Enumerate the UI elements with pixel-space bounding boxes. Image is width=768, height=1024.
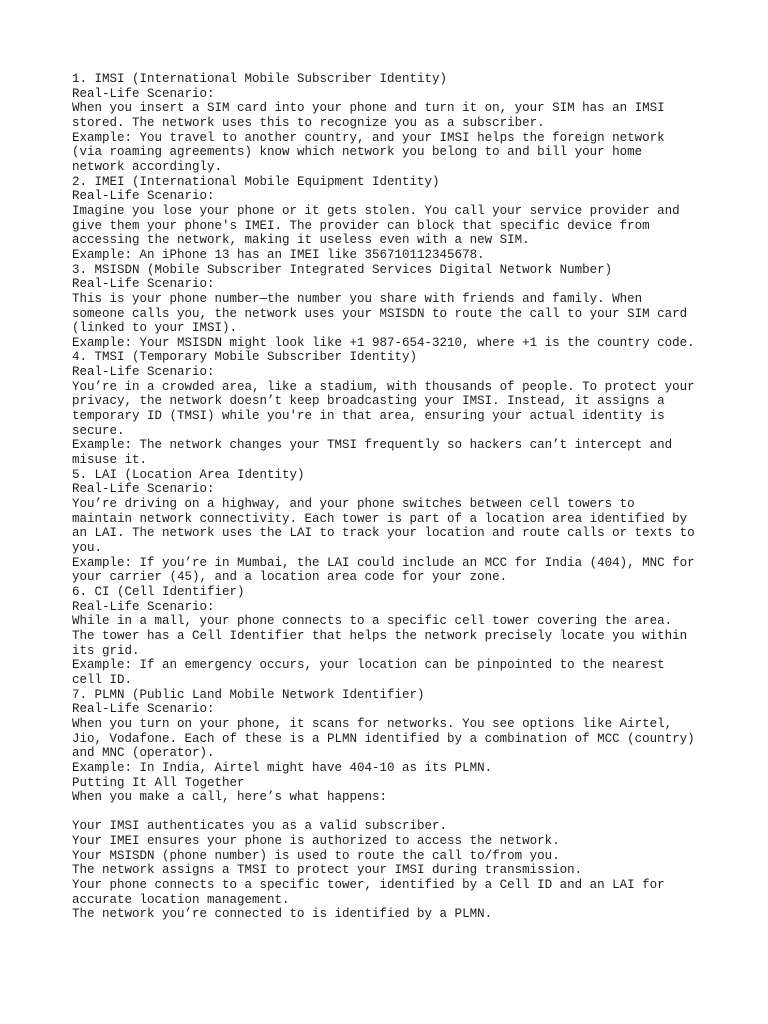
document-line: Your IMSI authenticates you as a valid subscriber. xyxy=(72,819,448,834)
document-line: 1. IMSI (International Mobile Subscriber Identity) xyxy=(72,72,448,86)
document-line: Your phone connects to a specific tower, identified by a Cell ID and an LAI for xyxy=(72,878,665,893)
document-line: you. xyxy=(72,541,103,555)
document-line: 4. TMSI (Temporary Mobile Subscriber Identity) xyxy=(72,350,418,365)
document-line: Example: If an emergency occurs, your location can be pinpointed to the nearest xyxy=(72,658,665,673)
document-line xyxy=(72,805,712,820)
document-line: cell ID. xyxy=(72,672,133,687)
document-line: Real-Life Scenario: xyxy=(72,86,215,101)
document-line: The network assigns a TMSI to protect your IMSI during transmission. xyxy=(72,863,583,878)
document-line: When you turn on your phone, it scans for networks. You see options like Airtel, xyxy=(72,716,673,731)
document-line: Jio, Vodafone. Each of these is a PLMN identified by a combination of MCC (country) xyxy=(72,731,695,746)
document-line: an LAI. The network uses the LAI to track your location and route calls or texts to xyxy=(72,526,695,541)
document-line: You’re in a crowded area, like a stadium, with thousands of people. To protect your xyxy=(72,379,695,394)
document-line: Real-Life Scenario: xyxy=(72,365,215,380)
document-line: accessing the network, making it useless even with a new SIM. xyxy=(72,233,530,248)
document-line: Example: An iPhone 13 has an IMEI like 356710112345678. xyxy=(72,247,485,262)
document-line: Your IMEI ensures your phone is authorized to access the network. xyxy=(72,834,560,849)
document-line: When you insert a SIM card into your phone and turn it on, your SIM has an IMSI xyxy=(72,101,665,116)
document-line: Example: Your MSISDN might look like +1 987-654-3210, where +1 is the country code. xyxy=(72,335,695,350)
document-line: accurate location management. xyxy=(72,892,290,907)
document-line: 7. PLMN (Public Land Mobile Network Identifier) xyxy=(72,687,425,702)
document-line: privacy, the network doesn’t keep broadcasting your IMSI. Instead, it assigns a xyxy=(72,394,665,409)
document-line: stored. The network uses this to recognize you as a subscriber. xyxy=(72,115,545,130)
document-line: network accordingly. xyxy=(72,159,223,174)
document-line: misuse it. xyxy=(72,453,148,468)
document-line: The tower has a Cell Identifier that helps the network precisely locate you within xyxy=(72,628,688,643)
document-line: temporary ID (TMSI) while you're in that area, ensuring your actual identity is xyxy=(72,409,665,424)
document-line: secure. xyxy=(72,423,125,438)
document-line: Real-Life Scenario: xyxy=(72,702,215,717)
document-line: (linked to your IMSI). xyxy=(72,321,238,336)
document-line: someone calls you, the network uses your MSISDN to route the call to your SIM card xyxy=(72,306,688,321)
document-line: When you make a call, here’s what happens: xyxy=(72,790,388,805)
document-line: Example: The network changes your TMSI frequently so hackers can’t intercept and xyxy=(72,438,673,453)
document-line: Real-Life Scenario: xyxy=(72,599,215,614)
document-line: Real-Life Scenario: xyxy=(72,189,215,204)
document-line: 2. IMEI (International Mobile Equipment Identity) xyxy=(72,174,440,189)
document-line: While in a mall, your phone connects to a specific cell tower covering the area. xyxy=(72,614,673,629)
document-line: (via roaming agreements) know which network you belong to and bill your home xyxy=(72,145,643,160)
document-line: 5. LAI (Location Area Identity) xyxy=(72,467,305,482)
document-line: your carrier (45), and a location area code for your zone. xyxy=(72,570,508,585)
document-line: Example: In India, Airtel might have 404-10 as its PLMN. xyxy=(72,760,493,775)
document-line: maintain network connectivity. Each tower is part of a location area identified by xyxy=(72,511,688,526)
document-line: Example: You travel to another country, and your IMSI helps the foreign network xyxy=(72,130,665,145)
document-line: Real-Life Scenario: xyxy=(72,277,215,292)
document-line: This is your phone number—the number you share with friends and family. When xyxy=(72,291,643,306)
document-line: 6. CI (Cell Identifier) xyxy=(72,584,245,599)
document-line: The network you’re connected to is identified by a PLMN. xyxy=(72,907,493,922)
document-line: Real-Life Scenario: xyxy=(72,482,215,497)
document-line: Putting It All Together xyxy=(72,775,245,790)
document-line: and MNC (operator). xyxy=(72,746,215,761)
document-body xyxy=(72,72,712,922)
document-line: Example: If you’re in Mumbai, the LAI could include an MCC for India (404), MNC for xyxy=(72,555,695,570)
document-line: Imagine you lose your phone or it gets stolen. You call your service provider and xyxy=(72,203,680,218)
document-line: its grid. xyxy=(72,643,140,658)
document-line: Your MSISDN (phone number) is used to route the call to/from you. xyxy=(72,848,560,863)
document-line: give them your phone's IMEI. The provider can block that specific device from xyxy=(72,218,650,233)
document-line: You’re driving on a highway, and your phone switches between cell towers to xyxy=(72,497,635,512)
document-line: 3. MSISDN (Mobile Subscriber Integrated Services Digital Network Number) xyxy=(72,262,613,277)
